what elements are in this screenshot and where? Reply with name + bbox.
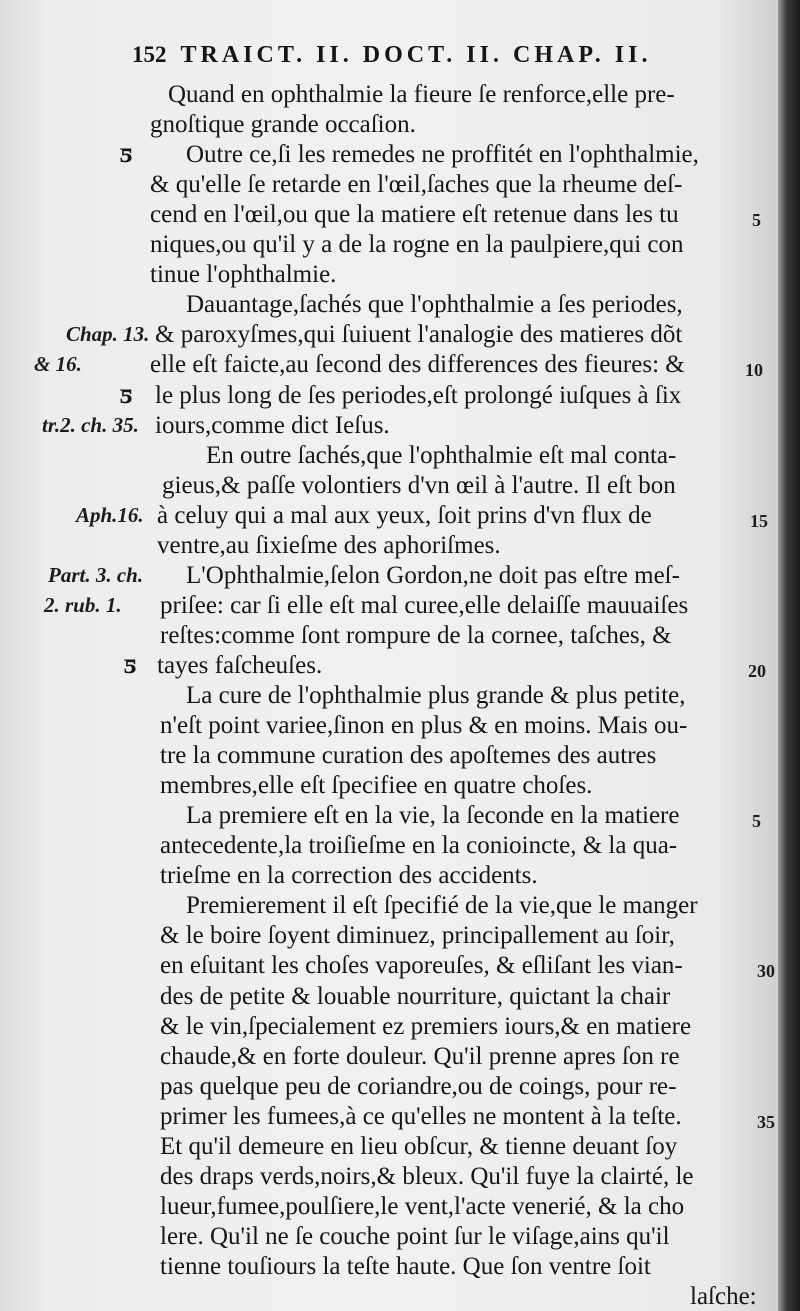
line-text: gnoſtique grande occaſion. <box>150 111 416 139</box>
line-text: tienne touſiours la teſte haute. Que ſon ventre ſoit <box>160 1252 651 1280</box>
line-text: à celuy qui a mal aux yeux, ſoit prins d'vn flux de <box>157 501 652 529</box>
book-binding-edge <box>778 0 800 1311</box>
line-text: cend en l'œil,ou que la matiere eſt retenue dans les tu <box>150 201 679 229</box>
line-text: chaude,& en forte douleur. Qu'il prenne apres ſon re <box>160 1042 680 1070</box>
line-number: 5 <box>752 210 761 231</box>
line-text: priſee: car ſi elle eſt mal curee,elle delaiſſe mauuaiſes <box>160 591 689 619</box>
line-text: La cure de l'ophthalmie plus grande & plus petite, <box>186 682 686 709</box>
line-number: 20 <box>748 660 766 681</box>
page-number: 152 <box>132 42 167 67</box>
line-text: pas quelque peu de coriandre,ou de coings, pour re- <box>160 1072 677 1100</box>
line-text: Premierement il eſt ſpecifié de la vie,que le manger <box>186 892 698 920</box>
line-text: tre la commune curation des apoſtemes des autres <box>160 742 657 770</box>
running-title: TRAICT. II. DOCT. II. CHAP. II. <box>180 42 652 68</box>
line-text: membres,elle eſt ſpecifiee en quatre choſes. <box>160 772 593 800</box>
line-text: laſche: <box>690 1283 757 1310</box>
line-number: 5 <box>752 811 761 832</box>
line-text: gieus,& paſſe volontiers d'vn œil à l'autre. Il eſt bon <box>162 471 676 499</box>
line-text: reſtes:comme ſont rompure de la cornee, taſches, & <box>160 621 672 649</box>
line-text: Outre ce,ſi les remedes ne proffitét en l'ophthalmie, <box>186 141 699 169</box>
line-number: 10 <box>745 360 763 381</box>
margin-note: Chap. 13. <box>66 322 150 347</box>
line-text: trieſme en la correction des accidents. <box>160 862 538 890</box>
line-text: & paroxyſmes,qui ſuiuent l'analogie des matieres dõt <box>155 321 683 349</box>
text-line <box>0 1278 778 1311</box>
margin-note: Aph.16. <box>76 502 144 527</box>
paragraph-mark-icon: ƽ <box>120 136 132 170</box>
line-text: Et qu'il demeure en lieu obſcur, & tienne deuant ſoy <box>160 1132 678 1160</box>
line-text: niques,ou qu'il y a de la rogne en la paulpiere,qui con <box>150 231 684 259</box>
line-text: lueur,fumee,poulſiere,le vent,l'acte venerié, & la cho <box>160 1192 685 1220</box>
line-text: tinue l'ophthalmie. <box>150 261 337 289</box>
line-text: Quand en ophthalmie la fieure ſe renforce,elle pre- <box>168 81 675 108</box>
line-text: En outre ſachés,que l'ophthalmie eſt mal conta- <box>206 441 677 469</box>
paragraph-mark-icon: ƽ <box>124 646 136 680</box>
margin-note: Part. 3. ch. <box>48 562 144 587</box>
line-text: des de petite & louable nourriture, quictant la chair <box>160 982 671 1010</box>
margin-note: & 16. <box>34 352 82 377</box>
line-text: elle eſt faicte,au ſecond des differences des fieures: & <box>150 351 685 379</box>
line-text: ventre,au ſixieſme des aphoriſmes. <box>157 531 501 559</box>
line-text: n'eſt point variee,ſinon en plus & en moins. Mais ou- <box>160 712 688 740</box>
margin-note: tr.2. ch. 35. <box>42 412 139 437</box>
line-text: Dauantage,ſachés que l'ophthalmie a ſes periodes, <box>186 291 683 319</box>
line-text: & le boire ſoyent diminuez, principallement au ſoir, <box>160 922 675 950</box>
line-number: 35 <box>757 1111 775 1132</box>
line-text: iours,comme dict Ieſus. <box>155 411 390 439</box>
line-text: en eſuitant les choſes vaporeuſes, & eſliſant les vian- <box>160 952 683 980</box>
line-text: L'Ophthalmie,ſelon Gordon,ne doit pas eſtre meſ- <box>186 561 680 589</box>
line-text: le plus long de ſes periodes,eſt prolongé iuſques à ſix <box>155 381 682 409</box>
line-text: & qu'elle ſe retarde en l'œil,ſaches que la rheume deſ- <box>150 171 683 199</box>
paragraph-mark-icon: ƽ <box>120 376 132 410</box>
line-text: lere. Qu'il ne ſe couche point ſur le viſage,ains qu'il <box>160 1222 670 1250</box>
line-text: & le vin,ſpecialement ez premiers iours,& en matiere <box>160 1012 692 1040</box>
line-text: La premiere eſt en la vie, la ſeconde en la matiere <box>186 802 680 830</box>
line-text: tayes faſcheuſes. <box>157 651 323 679</box>
line-number: 15 <box>750 510 768 531</box>
line-text: primer les fumees,à ce qu'elles ne montent à la teſte. <box>160 1102 682 1130</box>
margin-note: 2. rub. 1. <box>44 592 122 617</box>
line-text: des draps verds,noirs,& bleux. Qu'il fuye la clairté, le <box>160 1162 694 1190</box>
line-text: antecedente,la troiſieſme en la conioincte, & la qua- <box>160 832 678 860</box>
line-number: 30 <box>757 961 775 982</box>
